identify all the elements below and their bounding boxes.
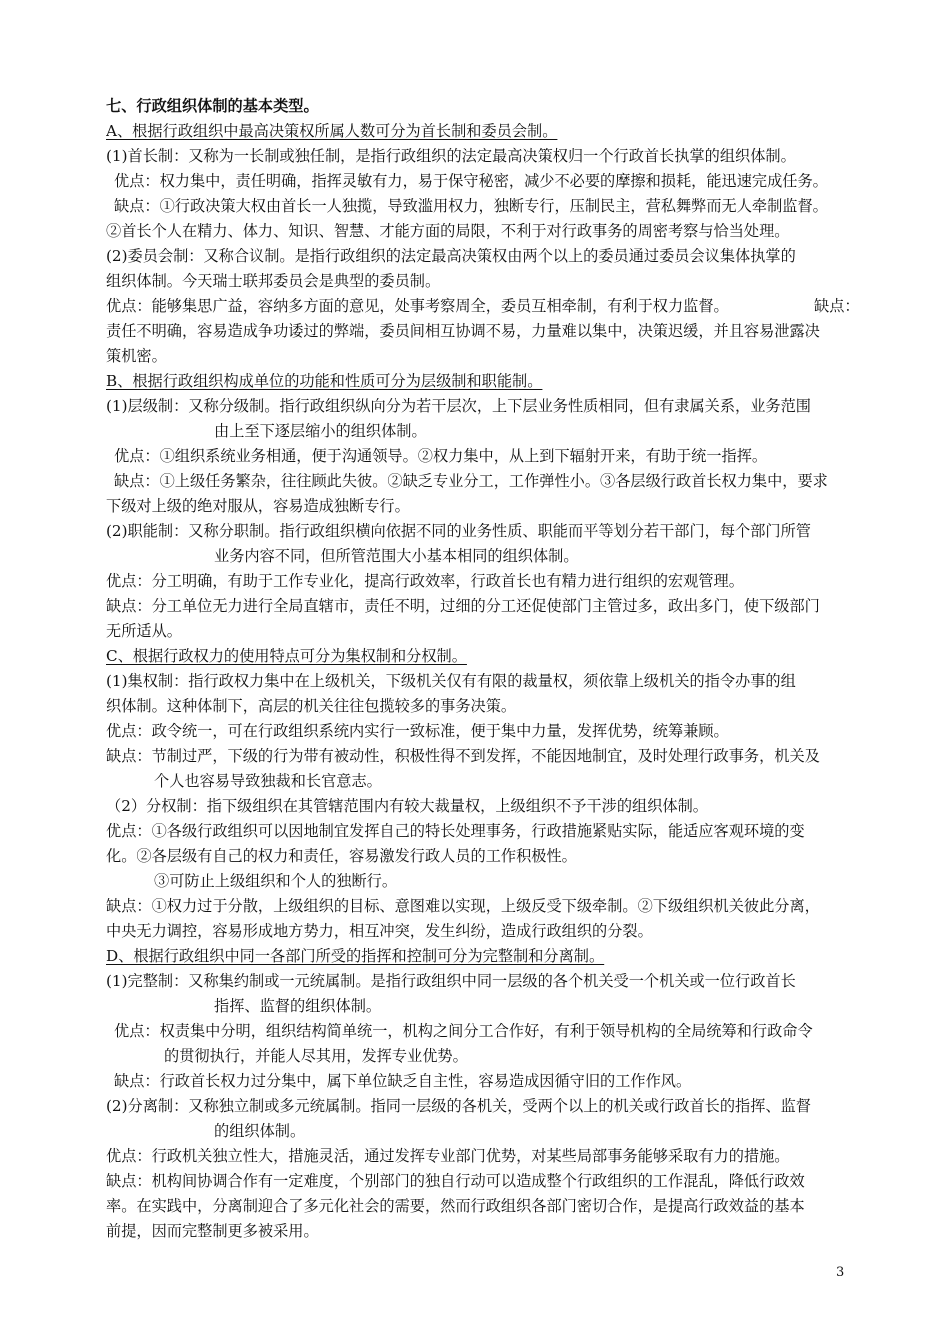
text-line: 业务内容不同，但所管范围大小基本相同的组织体制。 bbox=[214, 547, 579, 565]
text-line: 优点：分工明确，有助于工作专业化，提高行政效率，行政首长也有精力进行组织的宏观管理。 bbox=[106, 572, 744, 590]
text-line: 优点：①各级行政组织可以因地制宜发挥自己的特长处理事务，行政措施紧贴实际，能适应客观环境的变 bbox=[106, 822, 805, 840]
text-line: ②首长个人在精力、体力、知识、智慧、才能方面的局限，不利于对行政事务的周密考察与恰当处理。 bbox=[106, 222, 790, 240]
text-line: 中央无力调控，容易形成地方势力，相互冲突，发生纠纷，造成行政组织的分裂。 bbox=[106, 922, 653, 940]
page-number: 3 bbox=[836, 1265, 845, 1280]
text-line: (1)集权制：指行政权力集中在上级机关，下级机关仅有有限的裁量权，须依靠上级机关的指令办事的组 bbox=[106, 672, 796, 690]
section-title: 七、行政组织体制的基本类型。 bbox=[106, 97, 319, 115]
text-line: (2)分离制：又称独立制或多元统属制。指同一层级的各机关，受两个以上的机关或行政首长的指挥、监督 bbox=[106, 1097, 811, 1115]
text-line: 的组织体制。 bbox=[214, 1122, 306, 1140]
text-line: 缺点：①上级任务繁杂，往往顾此失彼。②缺乏专业分工，工作弹性小。③各层级行政首长权力集中，要求 bbox=[114, 472, 828, 490]
text-line: 策机密。 bbox=[106, 347, 167, 365]
subsection-heading-d: D、根据行政组织中同一各部门所受的指挥和控制可分为完整制和分离制。 bbox=[106, 947, 605, 965]
text-line: (2)委员会制：又称合议制。是指行政组织的法定最高决策权由两个以上的委员通过委员会议集体执掌的 bbox=[106, 247, 796, 265]
text-line: 优点：行政机关独立性大，措施灵活，通过发挥专业部门优势，对某些局部事务能够采取有力的措施。 bbox=[106, 1147, 790, 1165]
text-line: (1)层级制：又称分级制。指行政组织纵向分为若干层次，上下层业务性质相同，但有隶属关系，业务范围 bbox=[106, 397, 811, 415]
text-line: 缺点：①权力过于分散，上级组织的目标、意图难以实现，上级反受下级牵制。②下级组织机关彼此分离， bbox=[106, 897, 820, 915]
text-line: 缺点：分工单位无力进行全局直辖市，责任不明，过细的分工还促使部门主管过多，政出多门，使下级部门 bbox=[106, 597, 820, 615]
text-line: (2)职能制：又称分职制。指行政组织横向依据不同的业务性质、职能而平等划分若干部门，每个部门所管 bbox=[106, 522, 811, 540]
text-line: 优点：能够集思广益，容纳多方面的意见，处事考察周全，委员互相牵制，有利于权力监督。 bbox=[106, 297, 729, 315]
text-line: 前提，因而完整制更多被采用。 bbox=[106, 1222, 319, 1240]
text-line: 缺点：节制过严，下级的行为带有被动性，积极性得不到发挥，不能因地制宜，及时处理行政事务，机关及 bbox=[106, 747, 820, 765]
text-line: 组织体制。今天瑞士联邦委员会是典型的委员制。 bbox=[106, 272, 441, 290]
text-line: (1)完整制：又称集约制或一元统属制。是指行政组织中同一层级的各个机关受一个机关或一位行政首长 bbox=[106, 972, 796, 990]
text-line: 优点：政令统一，可在行政组织系统内实行一致标准，便于集中力量，发挥优势，统筹兼顾。 bbox=[106, 722, 729, 740]
text-line: 优点：权责集中分明，组织结构简单统一，机构之间分工合作好，有利于领导机构的全局统筹和行政命令 bbox=[114, 1022, 813, 1040]
text-line: 优点：①组织系统业务相通，便于沟通领导。②权力集中，从上到下辐射开来，有助于统一指挥。 bbox=[114, 447, 768, 465]
text-line: 缺点： bbox=[814, 297, 860, 315]
text-line: 责任不明确，容易造成争功诿过的弊端，委员间相互协调不易，力量难以集中，决策迟缓，并且容易泄露决 bbox=[106, 322, 820, 340]
text-line: 化。②各层级有自己的权力和责任，容易激发行政人员的工作积极性。 bbox=[106, 847, 577, 865]
text-line: ③可防止上级组织和个人的独断行。 bbox=[154, 872, 397, 890]
text-line: 缺点：①行政决策大权由首长一人独揽，导致滥用权力，独断专行，压制民主，营私舞弊而无人牵制监督。 bbox=[114, 197, 828, 215]
text-line: 指挥、监督的组织体制。 bbox=[214, 997, 382, 1015]
text-line: (1)首长制：又称为一长制或独任制，是指行政组织的法定最高决策权归一个行政首长执掌的组织体制。 bbox=[106, 147, 796, 165]
text-line: 缺点：行政首长权力过分集中，属下单位缺乏自主性，容易造成因循守旧的工作作风。 bbox=[114, 1072, 692, 1090]
text-line: 无所适从。 bbox=[106, 622, 182, 640]
text-line: 优点：权力集中，责任明确，指挥灵敏有力，易于保守秘密，减少不必要的摩擦和损耗，能迅速完成任务。 bbox=[114, 172, 828, 190]
text-line: 率。在实践中，分离制迎合了多元化社会的需要，然而行政组织各部门密切合作，是提高行政效益的基本 bbox=[106, 1197, 805, 1215]
text-line: 织体制。这种体制下，高层的机关往往包揽较多的事务决策。 bbox=[106, 697, 517, 715]
subsection-heading-b: B、根据行政组织构成单位的功能和性质可分为层级制和职能制。 bbox=[106, 372, 543, 390]
subsection-heading-a: A、根据行政组织中最高决策权所属人数可分为首长制和委员会制。 bbox=[106, 122, 558, 140]
text-line: 的贯彻执行，并能人尽其用，发挥专业优势。 bbox=[164, 1047, 468, 1065]
text-line: （2）分权制：指下级组织在其管辖范围内有较大裁量权，上级组织不予干涉的组织体制。 bbox=[106, 797, 708, 815]
subsection-heading-c: C、根据行政权力的使用特点可分为集权制和分权制。 bbox=[106, 647, 467, 665]
text-line: 下级对上级的绝对服从，容易造成独断专行。 bbox=[106, 497, 410, 515]
text-line: 由上至下逐层缩小的组织体制。 bbox=[214, 422, 427, 440]
text-line: 缺点：机构间协调合作有一定难度，个别部门的独自行动可以造成整个行政组织的工作混乱，降低行政效 bbox=[106, 1172, 805, 1190]
text-line: 个人也容易导致独裁和长官意志。 bbox=[154, 772, 382, 790]
